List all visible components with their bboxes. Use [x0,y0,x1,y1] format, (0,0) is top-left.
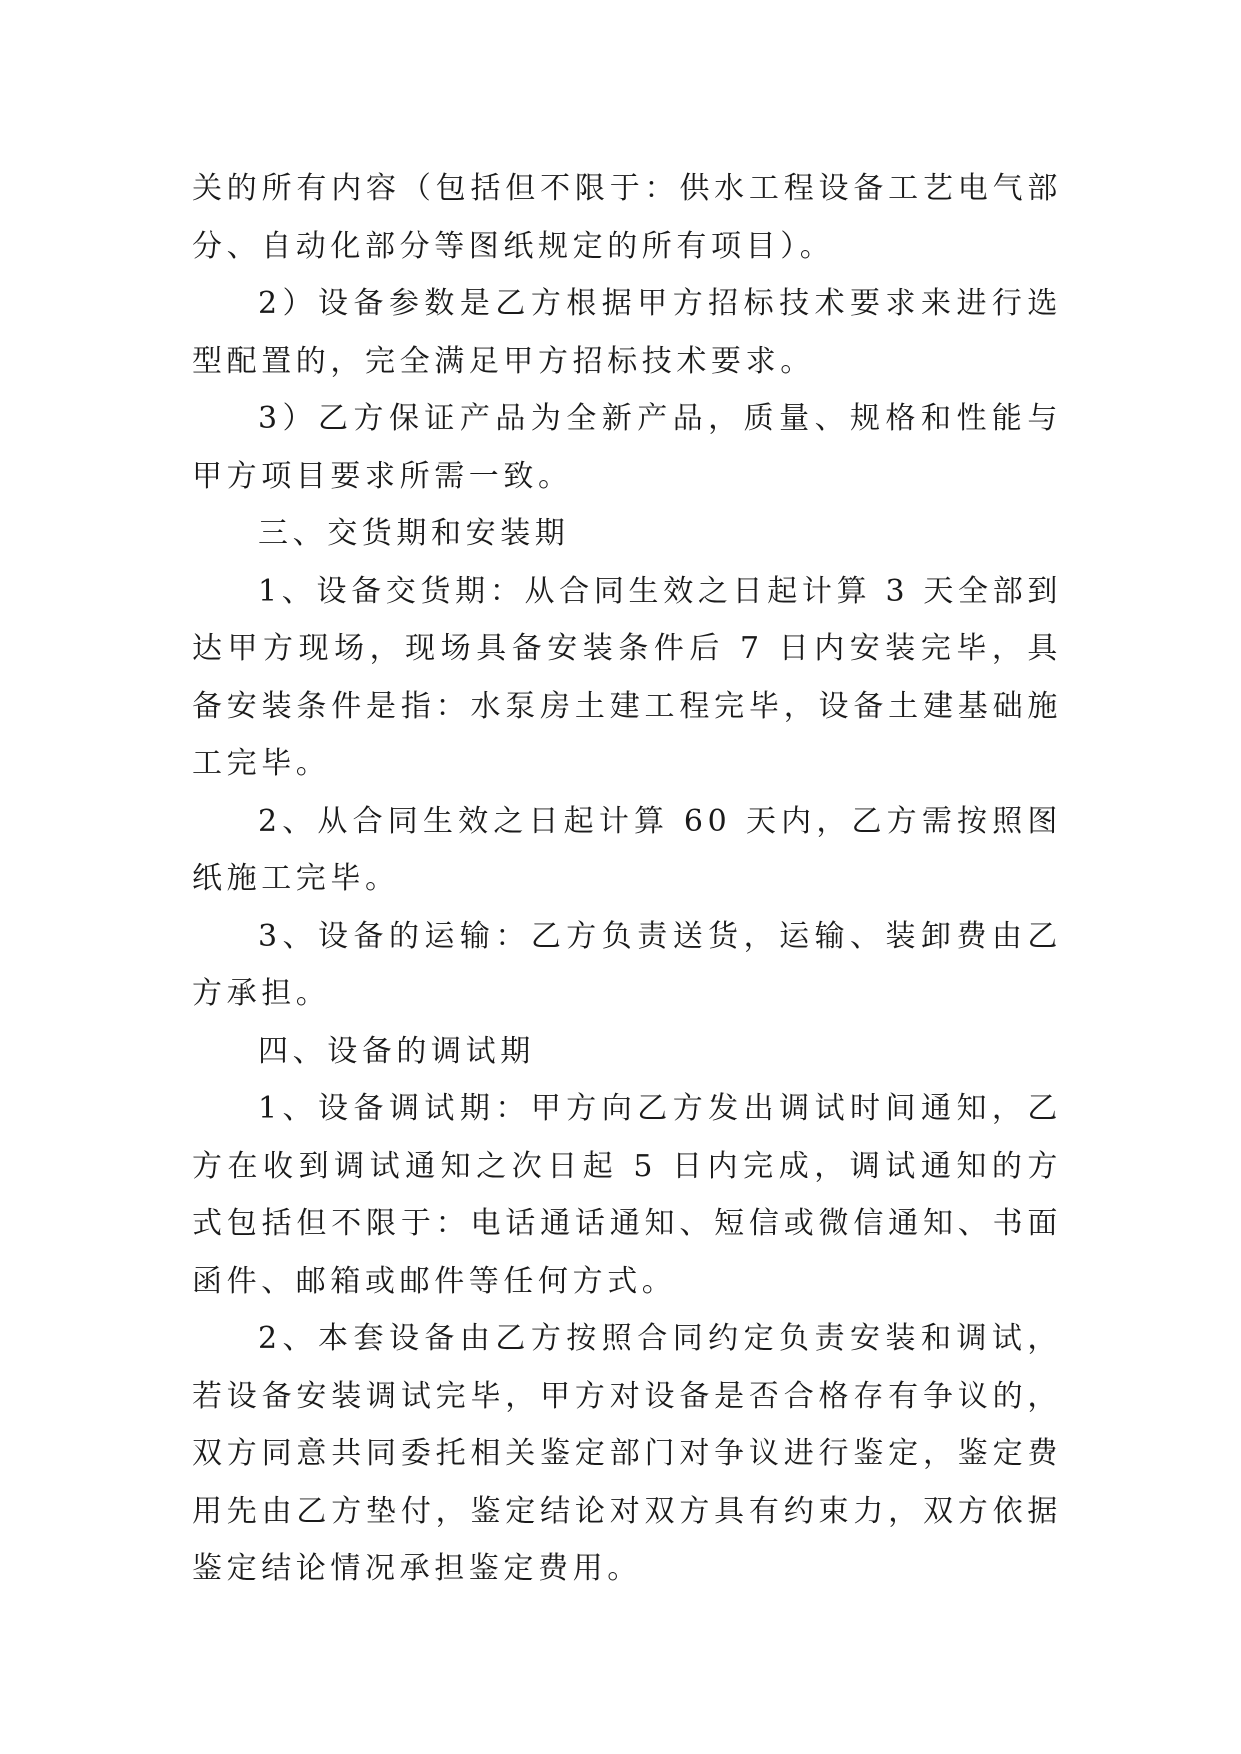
section-heading-delivery: 三、交货期和安装期 [258,516,570,551]
paragraph-item-2-parameters: 2）设备参数是乙方根据甲方招标技术要求来进行选型配置的，完全满足甲方招标技术要求。 [192,286,1062,379]
paragraph-commissioning-period: 1、设备调试期：甲方向乙方发出调试时间通知，乙方在收到调试通知之次日起 5 日内完成，调试通知的方式包括但不限于：电话通话通知、短信或微信通知、书面函件、邮箱或邮件等任何方式。 [192,1091,1062,1299]
paragraph-item-3-quality: 3）乙方保证产品为全新产品，质量、规格和性能与甲方项目要求所需一致。 [192,401,1062,494]
paragraph-dispute-appraisal: 2、本套设备由乙方按照合同约定负责安装和调试，若设备安装调试完毕，甲方对设备是否合格存有争议的，双方同意共同委托相关鉴定部门对争议进行鉴定，鉴定费用先由乙方垫付，鉴定结论对双方具有约束力，双方依据鉴定结论情况承担鉴定费用。 [192,1321,1062,1586]
paragraph-construction-period: 2、从合同生效之日起计算 60 天内，乙方需按照图纸施工完毕。 [192,803,1062,896]
paragraph-delivery-period: 1、设备交货期：从合同生效之日起计算 3 天全部到达甲方现场，现场具备安装条件后 7 日内安装完毕，具备安装条件是指：水泵房土建工程完毕，设备土建基础施工完毕。 [192,573,1062,781]
paragraph-transportation: 3、设备的运输：乙方负责送货，运输、装卸费由乙方承担。 [192,918,1062,1011]
document-body [192,160,1062,1598]
paragraph-scope-continuation: 关的所有内容（包括但不限于：供水工程设备工艺电气部分、自动化部分等图纸规定的所有项目）。 [192,171,1062,264]
section-heading-commissioning: 四、设备的调试期 [258,1033,535,1069]
